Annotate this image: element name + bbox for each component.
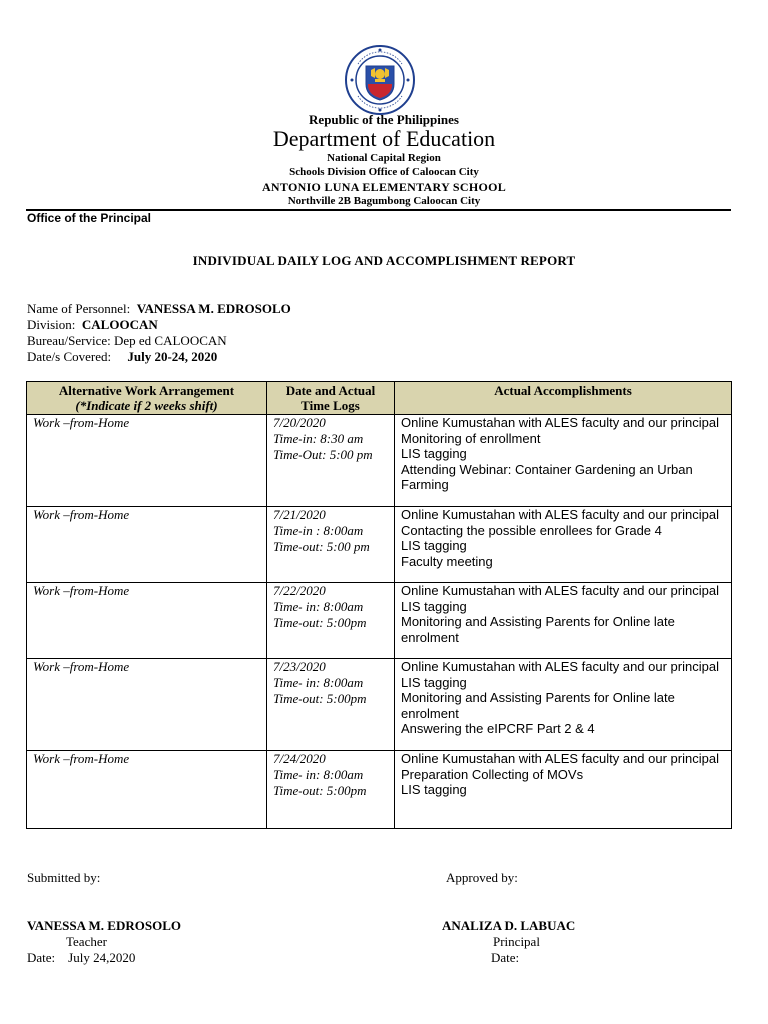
bureau-value: Dep ed CALOOCAN [114, 333, 227, 348]
dates-covered-label: Date/s Covered: [27, 349, 112, 364]
arrangement-cell: Work –from-Home [27, 583, 267, 659]
accomplishment-item: LIS tagging [401, 782, 467, 797]
accomplishments-cell [395, 583, 732, 659]
time-in: Time- in: 8:00am [273, 675, 364, 690]
department-heading: Department of Education [272, 126, 496, 151]
personnel-name-line [27, 301, 291, 317]
accomplishment-item: Monitoring of enrollment [401, 430, 541, 446]
header-accomplishments: Actual Accomplishments [395, 382, 732, 415]
time-in: Time-in: 8:30 am [273, 431, 364, 446]
accomplishment-item: LIS tagging [401, 538, 467, 553]
table-row [27, 659, 732, 751]
log-date: 7/22/2020 [273, 583, 326, 598]
accomplishment-item: Online Kumustahan with ALES faculty and our principal [401, 659, 719, 674]
submitted-date-value: July 24,2020 [68, 950, 136, 965]
time-in: Time- in: 8:00am [273, 767, 364, 782]
arrangement-cell: Work –from-Home [27, 659, 267, 751]
table-row [27, 507, 732, 583]
table-row [27, 751, 732, 829]
dates-covered-line [27, 349, 217, 365]
accomplishments-cell [395, 751, 732, 829]
division-value: CALOOCAN [81, 317, 158, 332]
approved-date-label: Date: [491, 950, 520, 965]
header-arrangement [27, 382, 267, 415]
log-date: 7/24/2020 [273, 751, 326, 766]
dates-covered-value: July 20-24, 2020 [127, 349, 218, 364]
address-heading: Northville 2B Bagumbong Caloocan City [287, 195, 481, 207]
time-out: Time-out: 5:00 pm [273, 539, 370, 554]
submitted-date-label: Date: [27, 950, 56, 965]
log-date: 7/21/2020 [273, 507, 326, 522]
division-label: Division: [27, 317, 76, 332]
log-date: 7/23/2020 [273, 659, 326, 674]
log-date: 7/20/2020 [273, 415, 326, 430]
header-arrangement-line2: (*Indicate if 2 weeks shift) [75, 398, 218, 413]
table-row [27, 415, 732, 507]
header-timelog-line2: Time Logs [301, 398, 360, 413]
timelog-cell [267, 415, 395, 507]
timelog-cell [267, 507, 395, 583]
division-office-heading: Schools Division Office of Caloocan City [289, 166, 479, 178]
bureau-line [27, 333, 227, 349]
time-in: Time- in: 8:00am [273, 599, 364, 614]
header-timelog [267, 382, 395, 415]
division-line [27, 317, 158, 333]
arrangement-cell: Work –from-Home [27, 507, 267, 583]
region-heading: National Capital Region [327, 152, 441, 164]
arrangement-cell: Work –from-Home [27, 751, 267, 829]
timelog-cell [267, 659, 395, 751]
deped-seal-icon [344, 44, 416, 116]
accomplishment-item: Online Kumustahan with ALES faculty and our principal [401, 507, 719, 522]
accomplishment-item: LIS tagging [401, 598, 467, 614]
accomplishment-item: LIS tagging [401, 674, 467, 690]
time-out: Time-Out: 5:00 pm [273, 447, 373, 462]
accomplishment-item: Online Kumustahan with ALES faculty and our principal [401, 415, 719, 430]
accomplishment-item: Faculty meeting [401, 553, 493, 569]
report-title: INDIVIDUAL DAILY LOG AND ACCOMPLISHMENT REPORT [192, 253, 576, 268]
accomplishments-cell [395, 507, 732, 583]
arrangement-cell: Work –from-Home [27, 415, 267, 507]
accomplishment-item: Monitoring and Assisting Parents for Online late enrolment [401, 614, 675, 645]
personnel-name-label: Name of Personnel: [27, 301, 131, 316]
approved-by-name: ANALIZA D. LABUAC [442, 918, 576, 933]
table-header-row [27, 382, 732, 415]
office-label: Office of the Principal [27, 211, 152, 225]
submitted-by-name: VANESSA M. EDROSOLO [27, 918, 181, 933]
accomplishment-item: Answering the eIPCRF Part 2 & 4 [401, 721, 595, 736]
accomplishment-item: Online Kumustahan with ALES faculty and our principal [401, 583, 719, 598]
time-out: Time-out: 5:00pm [273, 615, 367, 630]
accomplishments-cell [395, 415, 732, 507]
personnel-name-value: VANESSA M. EDROSOLO [136, 301, 291, 316]
submitted-by-position: Teacher [66, 934, 107, 949]
header-arrangement-line1: Alternative Work Arrangement [58, 383, 235, 398]
approved-by-position: Principal [493, 934, 540, 949]
bureau-label: Bureau/Service: [27, 333, 111, 348]
accomplishment-item: Monitoring and Assisting Parents for Online late enrolment [401, 690, 675, 721]
accomplishment-item: Preparation Collecting of MOVs [401, 766, 584, 782]
accomplishments-cell [395, 659, 732, 751]
school-heading: ANTONIO LUNA ELEMENTARY SCHOOL [261, 180, 507, 194]
time-out: Time-out: 5:00pm [273, 691, 367, 706]
submitted-date-line [27, 950, 135, 966]
accomplishment-item: LIS tagging [401, 446, 467, 461]
table-row [27, 583, 732, 659]
timelog-cell [267, 583, 395, 659]
timelog-cell [267, 751, 395, 829]
accomplishment-item: Online Kumustahan with ALES faculty and our principal [401, 751, 719, 766]
time-in: Time-in : 8:00am [273, 523, 364, 538]
accomplishment-item: Contacting the possible enrollees for Grade 4 [401, 522, 662, 538]
approved-by-label: Approved by: [446, 870, 518, 885]
time-out: Time-out: 5:00pm [273, 783, 367, 798]
header-timelog-line1: Date and Actual [285, 383, 376, 398]
republic-heading: Republic of the Philippines [309, 112, 459, 127]
accomplishment-item: Attending Webinar: Container Gardening an Urban Farming [401, 461, 693, 492]
submitted-by-label: Submitted by: [27, 870, 101, 885]
daily-log-table [26, 381, 732, 829]
